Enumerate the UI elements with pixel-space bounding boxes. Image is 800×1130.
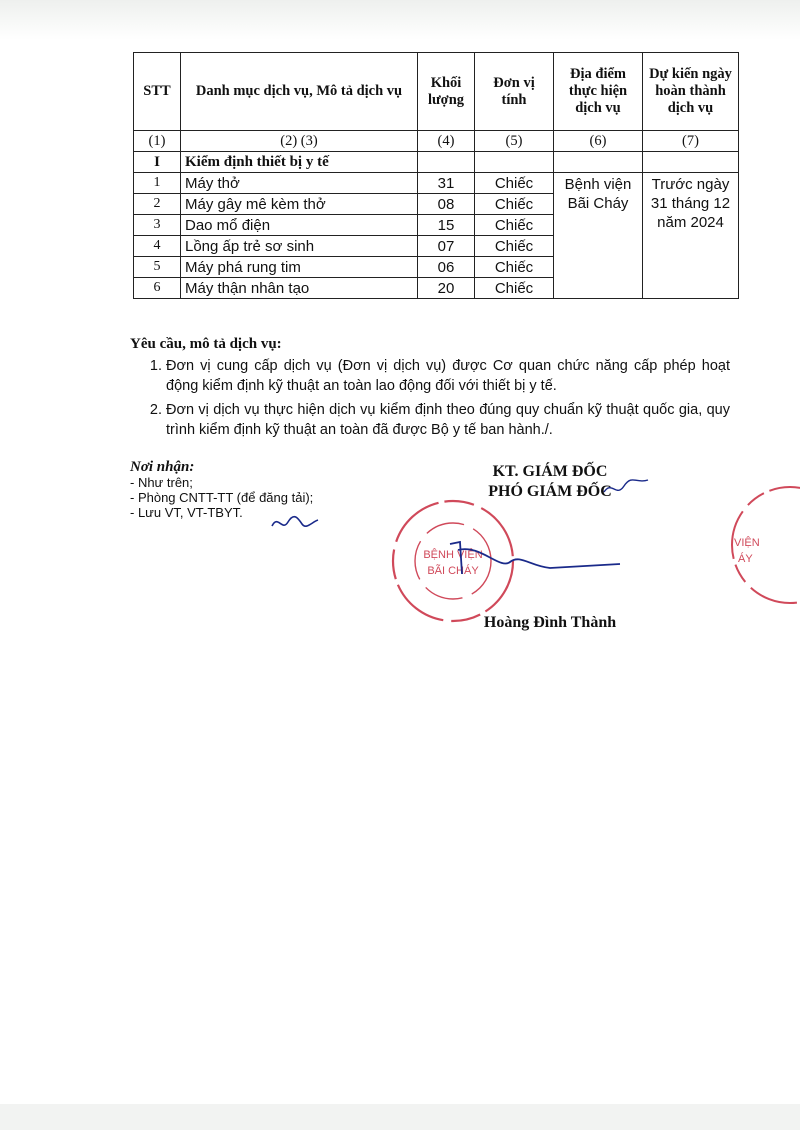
row-unit: Chiếc — [475, 257, 554, 278]
header-unit: Đơn vị tính — [475, 53, 554, 131]
recipients-block — [130, 460, 313, 520]
empty-cell — [418, 152, 475, 173]
scan-top-shadow — [0, 0, 800, 40]
row-unit: Chiếc — [475, 236, 554, 257]
row-unit: Chiếc — [475, 194, 554, 215]
svg-text:BÃI CHÁY: BÃI CHÁY — [427, 565, 479, 577]
initial-signature — [268, 512, 320, 534]
row-stt: 4 — [134, 236, 181, 257]
signer-name: Hoàng Đình Thành — [483, 614, 617, 631]
recipients-title: Nơi nhận: — [130, 459, 195, 475]
row-stt: 3 — [134, 215, 181, 236]
header-quantity: Khối lượng — [418, 53, 475, 131]
col-num: (2) (3) — [181, 131, 418, 152]
requirements-section — [130, 334, 730, 444]
small-signature-mark — [600, 476, 652, 502]
row-unit: Chiếc — [475, 215, 554, 236]
col-num: (6) — [554, 131, 643, 152]
header-stt: STT — [134, 53, 181, 131]
header-location: Địa điểm thực hiện dịch vụ — [554, 53, 643, 131]
requirements-title: Yêu cầu, mô tả dịch vụ: — [130, 336, 282, 352]
table-header-row — [134, 53, 739, 131]
signature-line-2: PHÓ GIÁM ĐỐC — [488, 483, 612, 500]
deadline-cell: Trước ngày 31 tháng 12 năm 2024 — [643, 173, 739, 299]
row-qty: 15 — [418, 215, 475, 236]
row-name: Máy thở — [181, 173, 418, 194]
table-row — [134, 173, 739, 194]
svg-text:VIỆN: VIỆN — [734, 537, 760, 549]
empty-cell — [643, 152, 739, 173]
row-name: Máy gây mê kèm thở — [181, 194, 418, 215]
scan-bottom-edge — [0, 1104, 800, 1130]
empty-cell — [475, 152, 554, 173]
row-qty: 20 — [418, 278, 475, 299]
empty-cell — [554, 152, 643, 173]
svg-text:ÁY: ÁY — [738, 553, 753, 565]
row-qty: 08 — [418, 194, 475, 215]
partial-seal-stamp — [720, 480, 800, 610]
row-stt: 5 — [134, 257, 181, 278]
row-stt: 2 — [134, 194, 181, 215]
recipient-line: - Phòng CNTT-TT (để đăng tải); — [130, 490, 314, 505]
row-unit: Chiếc — [475, 173, 554, 194]
row-name: Dao mổ điện — [181, 215, 418, 236]
col-num: (4) — [418, 131, 475, 152]
service-table — [133, 52, 739, 299]
col-num: (1) — [134, 131, 181, 152]
group-label: Kiểm định thiết bị y tế — [181, 152, 418, 173]
director-signature — [440, 540, 630, 580]
recipient-line: - Lưu VT, VT-TBYT. — [130, 505, 243, 520]
row-name: Máy thận nhân tạo — [181, 278, 418, 299]
row-stt: 1 — [134, 173, 181, 194]
col-num: (7) — [643, 131, 739, 152]
requirements-list — [130, 356, 730, 440]
col-num: (5) — [475, 131, 554, 152]
header-service: Danh mục dịch vụ, Mô tả dịch vụ — [181, 53, 418, 131]
row-unit: Chiếc — [475, 278, 554, 299]
row-name: Lồng ấp trẻ sơ sinh — [181, 236, 418, 257]
recipient-line: - Như trên; — [130, 475, 193, 490]
requirement-item: 2. Đơn vị dịch vụ thực hiện dịch vụ kiểm định theo đúng quy chuẩn kỹ thuật quốc gia, quy trình kiểm định kỹ thuật an toàn đã được Bộ y tế ban hành./. — [166, 400, 730, 440]
row-stt: 6 — [134, 278, 181, 299]
header-deadline: Dự kiến ngày hoàn thành dịch vụ — [643, 53, 739, 131]
signature-line-1: KT. GIÁM ĐỐC — [492, 463, 608, 480]
row-qty: 07 — [418, 236, 475, 257]
row-name: Máy phá rung tim — [181, 257, 418, 278]
row-qty: 06 — [418, 257, 475, 278]
requirement-item: 1. Đơn vị cung cấp dịch vụ (Đơn vị dịch vụ) được Cơ quan chức năng cấp phép hoạt động kiểm định kỹ thuật an toàn lao động đối với thiết bị y tế. — [166, 356, 730, 396]
group-index: I — [134, 152, 181, 173]
row-qty: 31 — [418, 173, 475, 194]
location-cell: Bệnh viện Bãi Cháy — [554, 173, 643, 299]
svg-text:BỆNH VIỆN: BỆNH VIỆN — [423, 549, 483, 561]
group-row — [134, 152, 739, 173]
column-number-row — [134, 131, 739, 152]
